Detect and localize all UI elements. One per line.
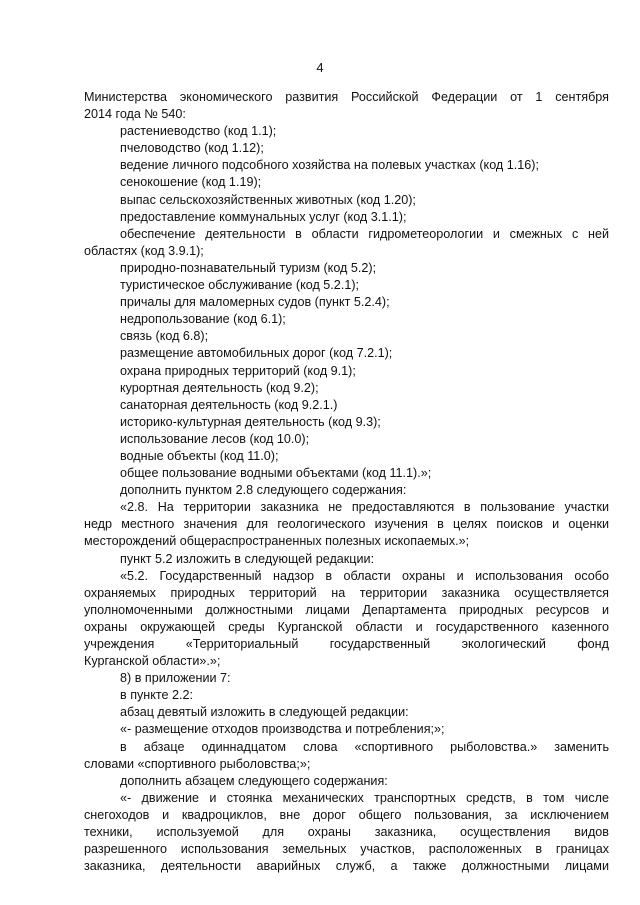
page-number: 4 (316, 60, 324, 75)
text-line: разрешенного использования земельных участков, расположенных в границах (84, 842, 609, 857)
text-line: водные объекты (код 11.0); (120, 448, 279, 463)
text-line: «- движение и стоянка механических транспортных средств, в том числе (120, 790, 609, 805)
document-body (84, 89, 609, 875)
text-line: туристическое обслуживание (код 5.2.1); (120, 278, 360, 293)
text-line: причалы для маломерных судов (пункт 5.2.4); (120, 295, 390, 310)
text-line: охраны окружающей среды Курганской области и государственного казенного (84, 619, 609, 634)
text-line: использование лесов (код 10.0); (120, 431, 310, 446)
text-line: дополнить пунктом 2.8 следующего содержания: (120, 483, 407, 498)
text-line: абзац девятый изложить в следующей редакции: (120, 705, 409, 720)
text-line: уполномоченными должностными лицами Департамента природных ресурсов и (84, 602, 609, 617)
text-line: «2.8. На территории заказника не предоставляются в пользование участки (120, 500, 609, 515)
text-line: историко-культурная деятельность (код 9.3); (120, 414, 381, 429)
text-line: Курганской области».»; (84, 654, 221, 669)
text-line: дополнить абзацем следующего содержания: (120, 773, 388, 788)
text-line: сенокошение (код 1.19); (120, 175, 262, 190)
text-line: размещение автомобильных дорог (код 7.2.1); (120, 346, 393, 361)
text-line: недр местного значения для геологического изучения в целях поисков и оценки (84, 517, 609, 532)
text-line: 2014 года № 540: (84, 107, 186, 122)
text-line: 8) в приложении 7: (120, 671, 231, 686)
text-line: недропользование (код 6.1); (120, 312, 286, 327)
text-line: ведение личного подсобного хозяйства на полевых участках (код 1.16); (120, 158, 539, 173)
text-line: Министерства экономического развития Российской Федерации от 1 сентября (84, 90, 609, 104)
text-line: выпас сельскохозяйственных животных (код 1.20); (120, 192, 416, 207)
text-line: курортная деятельность (код 9.2); (120, 380, 319, 395)
text-line: в пункте 2.2: (120, 688, 194, 703)
text-line: санаторная деятельность (код 9.2.1.) (120, 397, 338, 412)
text-line: обеспечение деятельности в области гидрометеорологии и смежных с ней (120, 226, 609, 241)
text-line: техники, используемой для охраны заказника, осуществления видов (84, 825, 609, 840)
text-line: словами «спортивного рыболовства;»; (84, 756, 311, 771)
text-line: природно-познавательный туризм (код 5.2); (120, 260, 377, 275)
text-line: учреждения «Территориальный государственный экологический фонд (84, 637, 609, 651)
text-line: пункт 5.2 изложить в следующей редакции: (120, 551, 375, 566)
text-line: связь (код 6.8); (120, 329, 209, 344)
text-line: охраняемых природных территорий на территории заказника осуществляется (84, 585, 609, 600)
text-line: заказника, деятельности аварийных служб, а также должностными лицами (84, 859, 609, 874)
text-line: «- размещение отходов производства и потребления;»; (120, 722, 445, 737)
text-line: снегоходов и квадроциклов, вне дорог общего пользования, за исключением (84, 807, 609, 822)
text-line: общее пользование водными объектами (код 11.1).»; (120, 466, 432, 481)
text-line: охрана природных территорий (код 9.1); (120, 363, 356, 378)
text-line: «5.2. Государственный надзор в области охраны и использования особо (120, 568, 609, 583)
text-line: предоставление коммунальных услуг (код 3.1.1); (120, 209, 407, 224)
text-line: месторождений общераспространенных полезных ископаемых.»; (84, 534, 470, 549)
text-line: областях (код 3.9.1); (84, 243, 204, 258)
text-line: пчеловодство (код 1.12); (120, 141, 264, 156)
text-line: в абзаце одиннадцатом слова «спортивного рыболовства.» заменить (120, 739, 609, 754)
text-line: растениеводство (код 1.1); (120, 124, 277, 139)
